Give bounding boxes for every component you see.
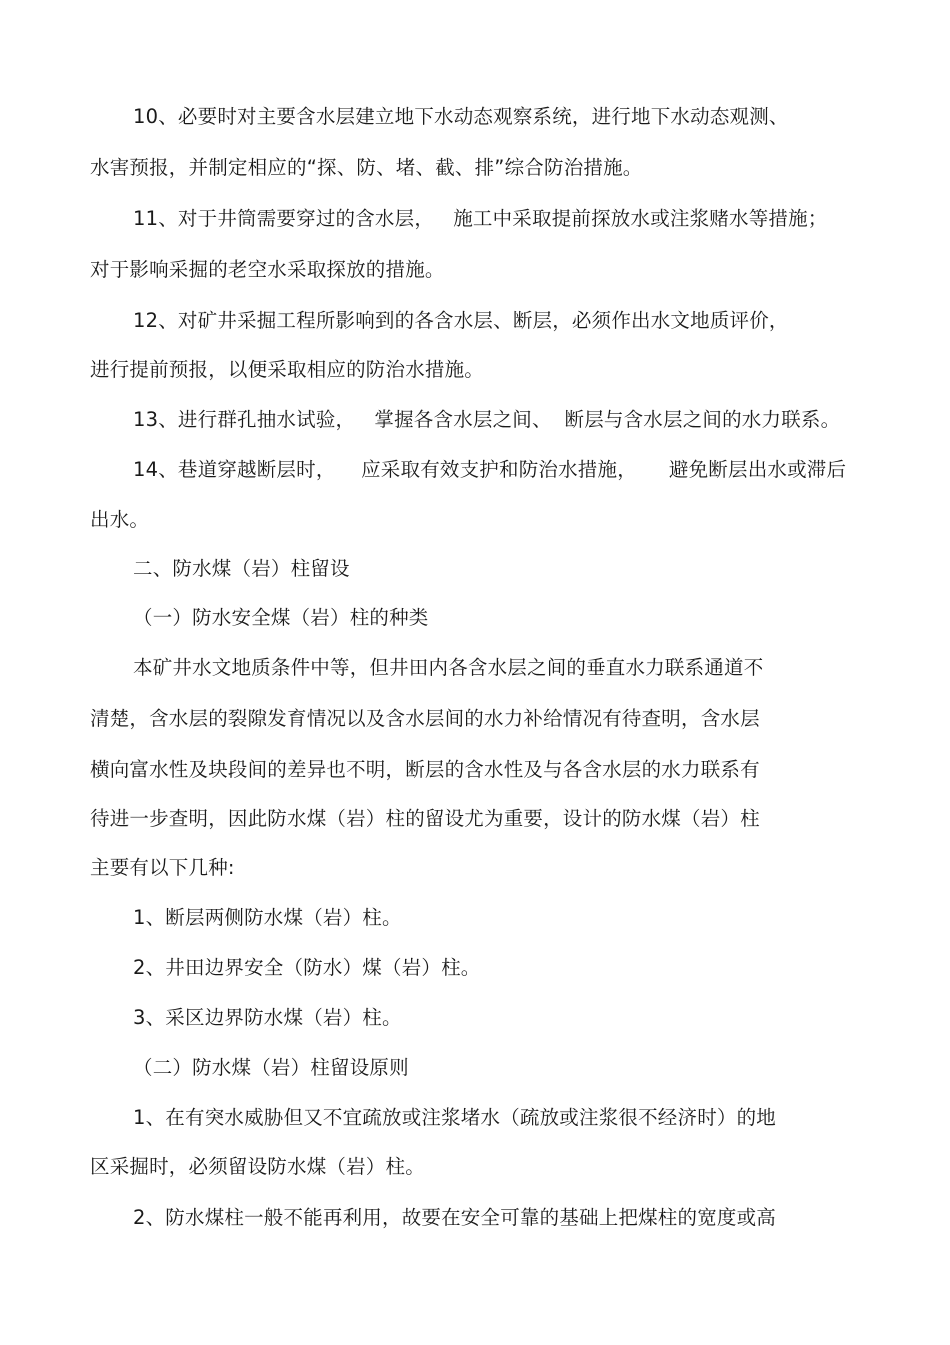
paragraph-14-line-1: 14、巷道穿越断层时， 应采取有效支护和防治水措施， 避免断层出水或滞后 (133, 458, 847, 481)
subsection-heading-1: （一）防水安全煤（岩）柱的种类 (133, 606, 429, 629)
paragraph-14-line-2: 出水。 (90, 508, 150, 531)
paragraph-11-line-2: 对于影响采掘的老空水采取探放的措施。 (90, 258, 445, 281)
subsection-heading-2: （二）防水煤（岩）柱留设原则 (133, 1056, 409, 1079)
principle-1-line-1: 1、在有突水威胁但又不宜疏放或注浆堵水（疏放或注浆很不经济时）的地 (133, 1106, 777, 1129)
body-paragraph-line-3: 横向富水性及块段间的差异也不明，断层的含水性及与各含水层的水力联系有 (90, 758, 760, 781)
paragraph-10-line-2: 水害预报，并制定相应的“探、防、堵、截、排”综合防治措施。 (90, 156, 643, 179)
paragraph-13: 13、进行群孔抽水试验， 掌握各含水层之间、 断层与含水层之间的水力联系。 (133, 408, 841, 431)
paragraph-11-line-1: 11、对于井筒需要穿过的含水层， 施工中采取提前探放水或注浆赌水等措施； (133, 207, 828, 230)
body-paragraph-line-5: 主要有以下几种: (90, 856, 235, 879)
list-item-3: 3、采区边界防水煤（岩）柱。 (133, 1006, 402, 1029)
principle-2-line-1: 2、防水煤柱一般不能再利用，故要在安全可靠的基础上把煤柱的宽度或高 (133, 1206, 777, 1229)
paragraph-12-line-1: 12、对矿井采掘工程所影响到的各含水层、断层，必须作出水文地质评价， (133, 309, 789, 332)
paragraph-10-line-1: 10、必要时对主要含水层建立地下水动态观察系统，进行地下水动态观测、 (133, 105, 789, 128)
paragraph-12-line-2: 进行提前预报，以便采取相应的防治水措施。 (90, 358, 485, 381)
body-paragraph-line-4: 待进一步查明，因此防水煤（岩）柱的留设尤为重要，设计的防水煤（岩）柱 (90, 807, 760, 830)
principle-1-line-2: 区采掘时，必须留设防水煤（岩）柱。 (90, 1155, 425, 1178)
section-heading-2: 二、防水煤（岩）柱留设 (133, 557, 350, 580)
list-item-2: 2、井田边界安全（防水）煤（岩）柱。 (133, 956, 481, 979)
body-paragraph-line-2: 清楚，含水层的裂隙发育情况以及含水层间的水力补给情况有待查明，含水层 (90, 707, 760, 730)
list-item-1: 1、断层两侧防水煤（岩）柱。 (133, 906, 402, 929)
body-paragraph-line-1: 本矿井水文地质条件中等，但井田内各含水层之间的垂直水力联系通道不 (133, 656, 764, 679)
